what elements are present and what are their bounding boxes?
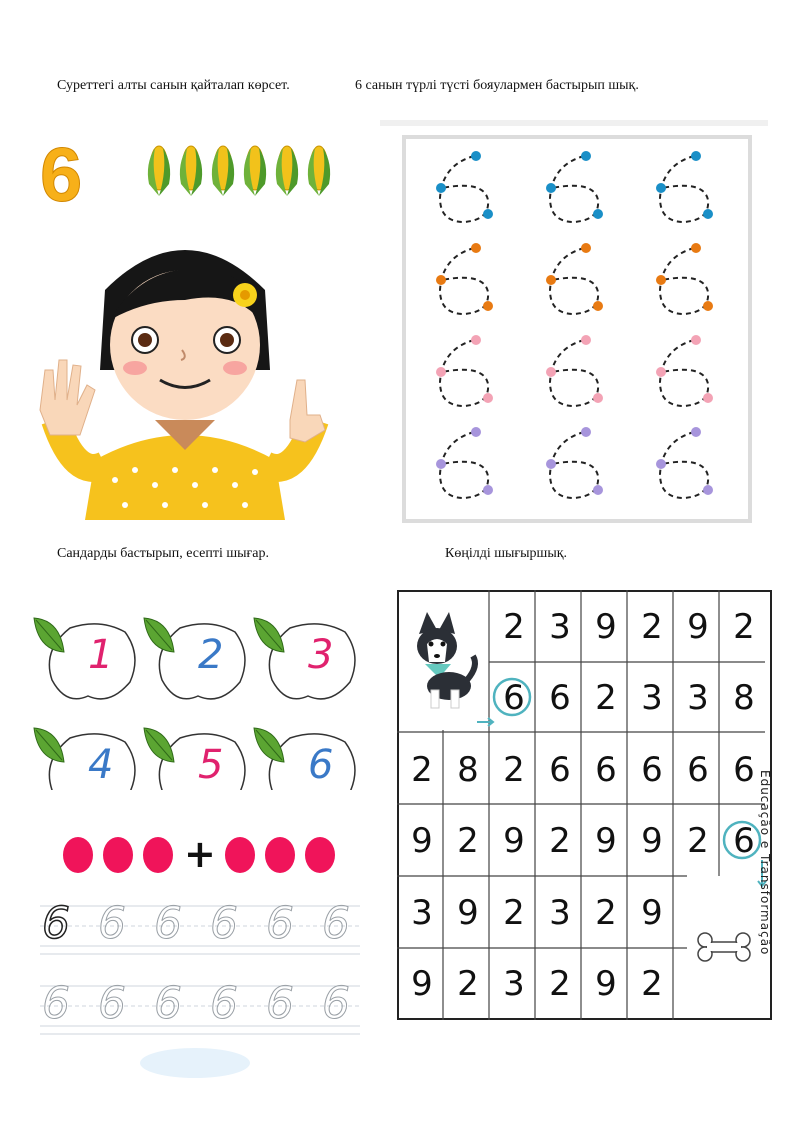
- maze-cell: 2: [503, 606, 525, 647]
- trace-six: 6: [266, 898, 294, 949]
- handwriting-lines: [40, 900, 360, 1050]
- dotted-six: [656, 151, 713, 222]
- maze-cell: 6: [733, 821, 755, 861]
- dotted-six: [546, 151, 603, 222]
- trace-six: 6: [210, 898, 238, 949]
- apple-shape: [34, 618, 135, 699]
- maze-cell: 6: [503, 678, 525, 718]
- apple-shape: [144, 618, 245, 699]
- maze-cell: 2: [733, 606, 755, 647]
- maze-cell: 2: [595, 678, 617, 718]
- dotted-six: [546, 427, 603, 498]
- trace-six: 6: [154, 978, 182, 1029]
- count-dot: [225, 837, 255, 873]
- maze-cell: 3: [503, 964, 525, 1004]
- apple-shape: [254, 618, 355, 699]
- apple-number-1: 1: [88, 632, 114, 678]
- count-dot: [265, 837, 295, 873]
- maze-cell: 2: [411, 749, 433, 790]
- trace-six: 6: [154, 898, 182, 949]
- trace-six: 6: [210, 978, 238, 1029]
- maze-cell: 2: [503, 892, 525, 933]
- maze-cell: 9: [457, 892, 479, 933]
- trace-six: 6: [322, 898, 350, 949]
- maze-cell: 9: [595, 606, 617, 647]
- maze-cell: 8: [733, 678, 755, 718]
- girl-showing-six-illustration: [35, 220, 335, 520]
- maze-cell: 6: [641, 749, 663, 790]
- trace-six: 6: [98, 978, 126, 1029]
- count-dot: [103, 837, 133, 873]
- trace-six: 6: [98, 898, 126, 949]
- apple-shape: [254, 728, 355, 790]
- maze-side-caption: Educação e Transformação: [758, 770, 772, 956]
- trace-six-solid: 6: [42, 898, 70, 949]
- dotted-six: [436, 243, 493, 314]
- maze-cell: 3: [687, 678, 709, 718]
- maze-cell: 9: [687, 606, 709, 647]
- dotted-six: [546, 335, 603, 406]
- maze-lines: [397, 590, 772, 1020]
- maze-cell: 2: [641, 964, 663, 1004]
- maze-cell: 9: [411, 964, 433, 1004]
- maze-cell: 6: [549, 678, 571, 718]
- apple-shape: [144, 728, 245, 790]
- maze-cell: 8: [457, 749, 479, 790]
- maze-cell: 2: [549, 964, 571, 1004]
- maze-cell: 9: [503, 821, 525, 861]
- dotted-six: [436, 427, 493, 498]
- maze-cell: 9: [641, 892, 663, 933]
- maze-cell: 9: [411, 821, 433, 861]
- dotted-six: [436, 151, 493, 222]
- maze-cell: 9: [595, 821, 617, 861]
- plus-sign: +: [184, 832, 216, 876]
- corn-row-illustration: [145, 140, 335, 200]
- trace-six: 6: [322, 978, 350, 1029]
- caption-top-right: 6 санын түрлі түсті бояулармен бастырып шық.: [355, 78, 639, 93]
- maze-cell: 2: [595, 892, 617, 933]
- apple-number-5: 5: [198, 742, 224, 788]
- maze-cell: 6: [595, 749, 617, 790]
- cloud-decoration: [140, 1048, 250, 1078]
- count-dot: [143, 837, 173, 873]
- maze-cell: 2: [641, 606, 663, 647]
- maze-cell: 2: [457, 964, 479, 1004]
- apple-number-4: 4: [88, 742, 114, 788]
- apple-number-6: 6: [308, 742, 334, 788]
- dotted-six: [656, 335, 713, 406]
- maze-cell: 3: [549, 606, 571, 647]
- apple-number-3: 3: [308, 632, 334, 678]
- dotted-six: [546, 243, 603, 314]
- big-six-number: 6: [40, 133, 83, 218]
- count-dot: [63, 837, 93, 873]
- maze-cell: 3: [411, 892, 433, 933]
- caption-mid-right: Көңілді шығыршық.: [445, 546, 568, 561]
- trace-six: 6: [266, 978, 294, 1029]
- maze-cell: 3: [549, 892, 571, 933]
- dotted-six: [436, 335, 493, 406]
- caption-top-left: Суреттегі алты санын қайталап көрсет.: [57, 78, 290, 93]
- apple-shape: [34, 728, 135, 790]
- dotted-sixes-grid: [402, 135, 752, 523]
- maze-cell: 9: [641, 821, 663, 861]
- maze-cell: 3: [641, 678, 663, 718]
- caption-mid-left: Сандарды бастырып, есепті шығар.: [57, 546, 270, 561]
- maze-cell: 2: [457, 821, 479, 861]
- dotted-six: [656, 243, 713, 314]
- maze-cell: 2: [687, 821, 709, 861]
- dotted-six: [656, 427, 713, 498]
- maze-cell: 6: [733, 749, 755, 790]
- count-dot: [305, 837, 335, 873]
- maze-cell: 2: [549, 821, 571, 861]
- apple-number-2: 2: [198, 632, 224, 678]
- maze-cell: 6: [687, 749, 709, 790]
- trace-six: 6: [42, 978, 70, 1029]
- tracing-sixes-panel: [380, 120, 768, 126]
- maze-cell: 9: [595, 964, 617, 1004]
- maze-cell: 6: [549, 749, 571, 790]
- maze-cell: 2: [503, 749, 525, 790]
